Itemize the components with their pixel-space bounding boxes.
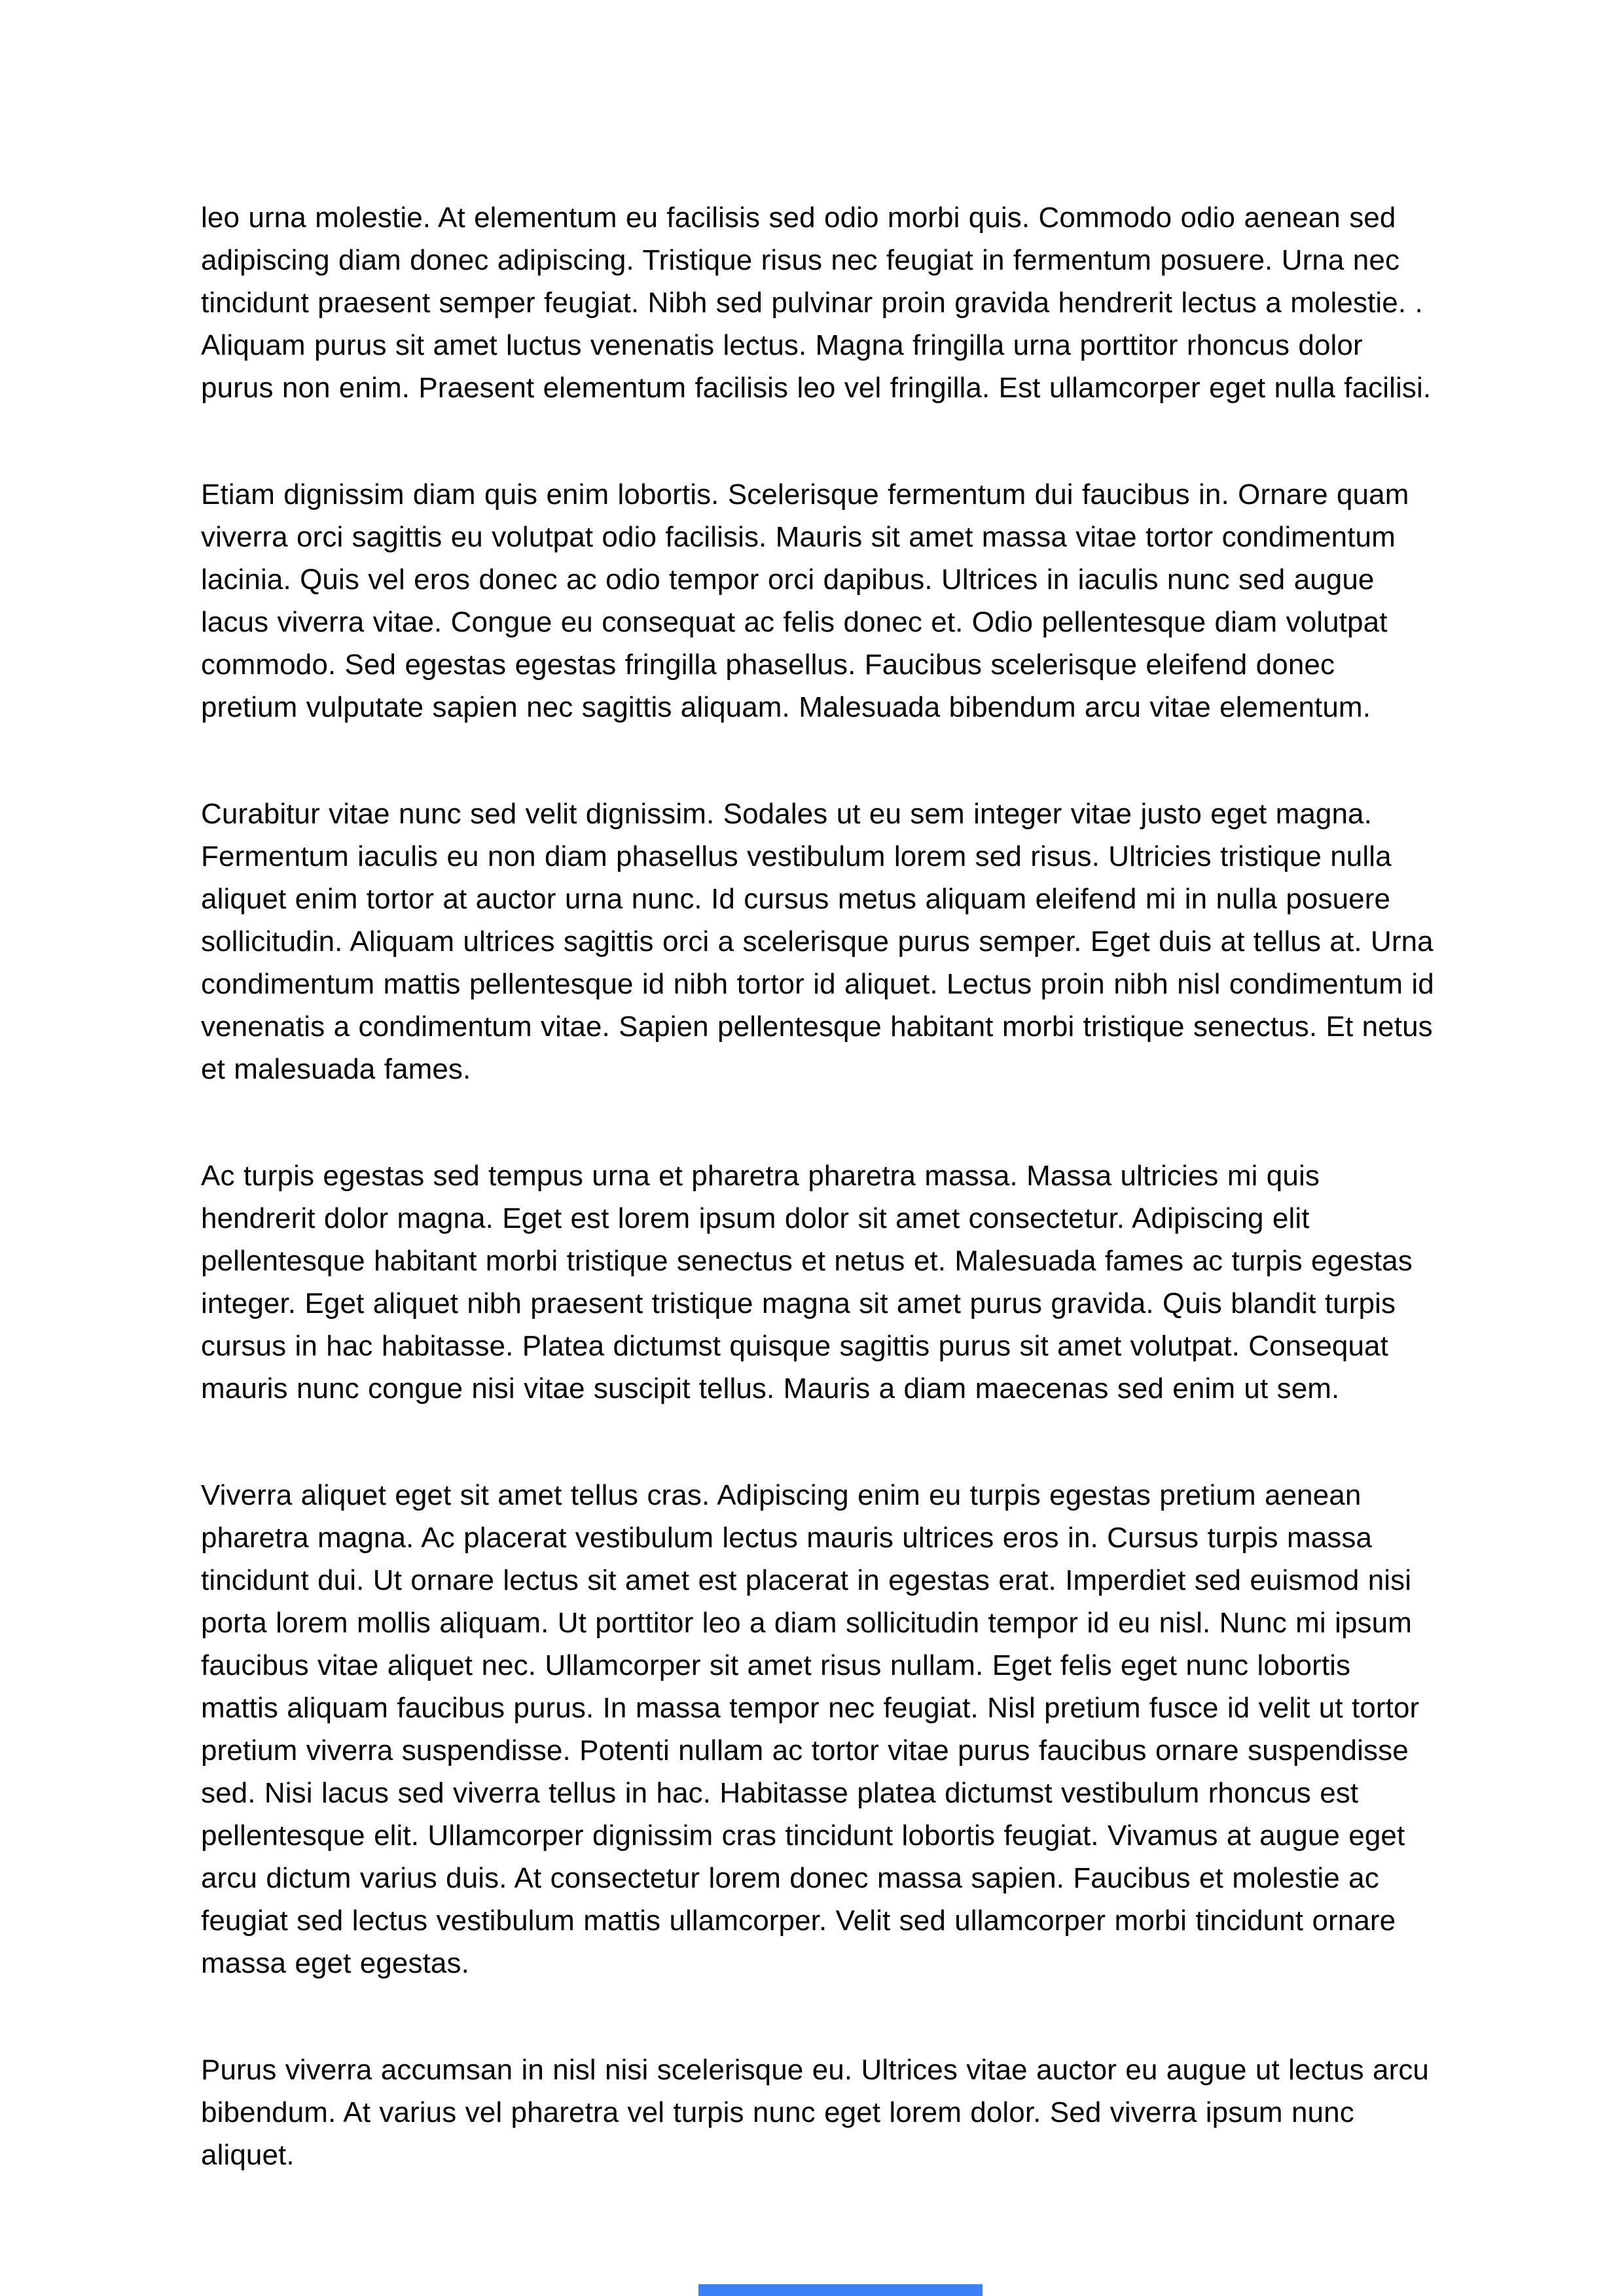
paragraph-2: Etiam dignissim diam quis enim lobortis. Scelerisque fermentum dui faucibus in. Ornare quam viverra orci sagittis eu volutpat odio facilisis. Mauris sit amet massa vitae tortor condimentum lacinia. Quis vel eros donec ac odio tempor orci dapibus. Ultrices in iaculis nunc sed augue lacus viverra vitae. Congue eu consequat ac felis donec et. Odio pellentesque diam volutpat commodo. Sed egestas egestas fringilla phasellus. Faucibus scelerisque eleifend donec pretium vulputate sapien nec sagittis aliquam. Malesuada bibendum arcu vitae elementum. xyxy=(201,478,1409,723)
paragraph-1: leo urna molestie. At elementum eu facilisis sed odio morbi quis. Commodo odio aenean sed adipiscing diam donec adipiscing. Tristique risus nec feugiat in fermentum posuere. Urna nec tincidunt praesent semper feugiat. Nibh sed pulvinar proin gravida hendrerit lectus a molestie. . Aliquam purus sit amet luctus venenatis lectus. Magna fringilla urna porttitor rhoncus dolor purus non enim. Praesent elementum facilisis leo vel fringilla. Est ullamcorper eget nulla facilisi. xyxy=(201,202,1432,404)
document-body xyxy=(201,196,1434,2176)
paragraph-4: Ac turpis egestas sed tempus urna et pharetra pharetra massa. Massa ultricies mi quis hendrerit dolor magna. Eget est lorem ipsum dolor sit amet consectetur. Adipiscing elit pellentesque habitant morbi tristique senectus et netus et. Malesuada fames ac turpis egestas integer. Eget aliquet nibh praesent tristique magna sit amet purus gravida. Quis blandit turpis cursus in hac habitasse. Platea dictumst quisque sagittis purus sit amet volutpat. Consequat mauris nunc congue nisi vitae suscipit tellus. Mauris a diam maecenas sed enim ut sem. xyxy=(201,1160,1413,1405)
selected-text-fragment xyxy=(698,2284,983,2296)
paragraph-6: Purus viverra accumsan in nisl nisi scelerisque eu. Ultrices vitae auctor eu augue ut lectus arcu bibendum. At varius vel pharetra vel turpis nunc eget lorem dolor. Sed viverra ipsum nunc aliquet. xyxy=(201,2054,1430,2171)
paragraph-5: Viverra aliquet eget sit amet tellus cras. Adipiscing enim eu turpis egestas pretium aenean pharetra magna. Ac placerat vestibulum lectus mauris ultrices eros in. Cursus turpis massa tincidunt dui. Ut ornare lectus sit amet est placerat in egestas erat. Imperdiet sed euismod nisi porta lorem mollis aliquam. Ut porttitor leo a diam sollicitudin tempor id eu nisl. Nunc mi ipsum faucibus vitae aliquet nec. Ullamcorper sit amet risus nullam. Eget felis eget nunc lobortis mattis aliquam faucibus purus. In massa tempor nec feugiat. Nisl pretium fusce id velit ut tortor pretium viverra suspendisse. Potenti nullam ac tortor vitae purus faucibus ornare suspendisse sed. Nisi lacus sed viverra tellus in hac. Habitasse platea dictumst vestibulum rhoncus est pellentesque elit. Ullamcorper dignissim cras tincidunt lobortis feugiat. Vivamus at augue eget arcu dictum varius duis. At consectetur lorem donec massa sapien. Faucibus et molestie ac feugiat sed lectus vestibulum mattis ullamcorper. Velit sed ullamcorper morbi tincidunt ornare massa eget egestas. xyxy=(201,1479,1420,1979)
paragraph-3: Curabitur vitae nunc sed velit dignissim. Sodales ut eu sem integer vitae justo eget magna. Fermentum iaculis eu non diam phasellus vestibulum lorem sed risus. Ultricies tristique nulla aliquet enim tortor at auctor urna nunc. Id cursus metus aliquam eleifend mi in nulla posuere sollicitudin. Aliquam ultrices sagittis orci a scelerisque purus semper. Eget duis at tellus at. Urna condimentum mattis pellentesque id nibh tortor id aliquet. Lectus proin nibh nisl condimentum id venenatis a condimentum vitae. Sapien pellentesque habitant morbi tristique senectus. Et netus et malesuada fames. xyxy=(201,798,1434,1085)
